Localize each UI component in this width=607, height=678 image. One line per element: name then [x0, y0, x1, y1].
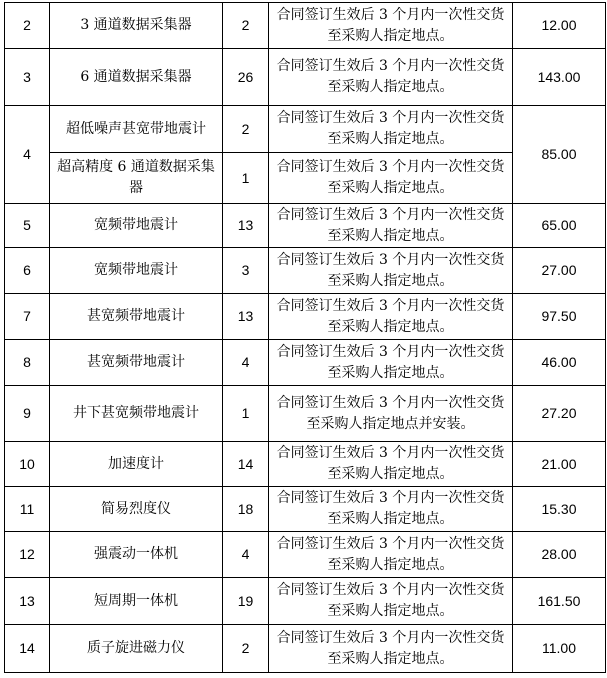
table-row — [5, 248, 606, 294]
item-name: 质子旋进磁力仪 — [50, 625, 223, 673]
item-delivery: 合同签订生效后 3 个月内一次性交货至采购人指定地点。 — [269, 153, 513, 204]
table-row — [5, 49, 606, 106]
item-amount: 46.00 — [513, 340, 606, 386]
item-delivery: 合同签订生效后 3 个月内一次性交货至采购人指定地点。 — [269, 625, 513, 673]
item-amount: 27.00 — [513, 248, 606, 294]
item-quantity: 26 — [223, 49, 269, 106]
item-amount: 11.00 — [513, 625, 606, 673]
item-name: 甚宽频带地震计 — [50, 294, 223, 340]
item-quantity: 4 — [223, 340, 269, 386]
item-quantity: 3 — [223, 248, 269, 294]
item-quantity: 4 — [223, 532, 269, 578]
table-row — [5, 294, 606, 340]
table-row — [5, 3, 606, 49]
item-delivery: 合同签订生效后 3 个月内一次性交货至采购人指定地点。 — [269, 340, 513, 386]
item-delivery: 合同签订生效后 3 个月内一次性交货至采购人指定地点。 — [269, 487, 513, 532]
item-number: 7 — [5, 294, 50, 340]
item-quantity: 13 — [223, 204, 269, 248]
table-row — [5, 625, 606, 673]
item-amount: 97.50 — [513, 294, 606, 340]
item-number: 5 — [5, 204, 50, 248]
item-number: 3 — [5, 49, 50, 106]
table-row — [5, 204, 606, 248]
item-number: 4 — [5, 106, 50, 204]
item-number: 2 — [5, 3, 50, 49]
item-name: 强震动一体机 — [50, 532, 223, 578]
item-number: 9 — [5, 386, 50, 442]
item-quantity: 2 — [223, 625, 269, 673]
item-delivery: 合同签订生效后 3 个月内一次性交货至采购人指定地点。 — [269, 442, 513, 487]
item-amount: 143.00 — [513, 49, 606, 106]
item-number: 14 — [5, 625, 50, 673]
item-delivery: 合同签订生效后 3 个月内一次性交货至采购人指定地点并安装。 — [269, 386, 513, 442]
item-name: 井下甚宽频带地震计 — [50, 386, 223, 442]
item-number: 6 — [5, 248, 50, 294]
item-amount: 12.00 — [513, 3, 606, 49]
item-name: 加速度计 — [50, 442, 223, 487]
item-number: 13 — [5, 578, 50, 625]
item-quantity: 2 — [223, 3, 269, 49]
item-quantity: 18 — [223, 487, 269, 532]
item-quantity: 13 — [223, 294, 269, 340]
table-row — [5, 578, 606, 625]
item-number: 12 — [5, 532, 50, 578]
table-row — [5, 532, 606, 578]
item-delivery: 合同签订生效后 3 个月内一次性交货至采购人指定地点。 — [269, 248, 513, 294]
item-name: 6 通道数据采集器 — [50, 49, 223, 106]
item-name: 超高精度 6 通道数据采集器 — [50, 153, 223, 204]
item-amount: 15.30 — [513, 487, 606, 532]
item-amount: 85.00 — [513, 106, 606, 204]
item-delivery: 合同签订生效后 3 个月内一次性交货至采购人指定地点。 — [269, 106, 513, 153]
table-row — [5, 340, 606, 386]
item-amount: 21.00 — [513, 442, 606, 487]
item-delivery: 合同签订生效后 3 个月内一次性交货至采购人指定地点。 — [269, 49, 513, 106]
item-name: 超低噪声甚宽带地震计 — [50, 106, 223, 153]
item-delivery: 合同签订生效后 3 个月内一次性交货至采购人指定地点。 — [269, 294, 513, 340]
item-delivery: 合同签订生效后 3 个月内一次性交货至采购人指定地点。 — [269, 204, 513, 248]
item-amount: 28.00 — [513, 532, 606, 578]
item-number: 11 — [5, 487, 50, 532]
item-quantity: 1 — [223, 153, 269, 204]
item-name: 甚宽频带地震计 — [50, 340, 223, 386]
item-quantity: 14 — [223, 442, 269, 487]
procurement-table — [4, 2, 606, 673]
item-delivery: 合同签订生效后 3 个月内一次性交货至采购人指定地点。 — [269, 3, 513, 49]
item-amount: 65.00 — [513, 204, 606, 248]
item-quantity: 2 — [223, 106, 269, 153]
table-row — [5, 442, 606, 487]
item-delivery: 合同签订生效后 3 个月内一次性交货至采购人指定地点。 — [269, 578, 513, 625]
item-number: 8 — [5, 340, 50, 386]
table-row — [5, 487, 606, 532]
item-name: 宽频带地震计 — [50, 248, 223, 294]
item-number: 10 — [5, 442, 50, 487]
item-name: 宽频带地震计 — [50, 204, 223, 248]
item-delivery: 合同签订生效后 3 个月内一次性交货至采购人指定地点。 — [269, 532, 513, 578]
table-row — [5, 386, 606, 442]
item-quantity: 1 — [223, 386, 269, 442]
item-amount: 161.50 — [513, 578, 606, 625]
item-quantity: 19 — [223, 578, 269, 625]
item-name: 短周期一体机 — [50, 578, 223, 625]
item-name: 3 通道数据采集器 — [50, 3, 223, 49]
item-name: 简易烈度仪 — [50, 487, 223, 532]
table-row — [5, 106, 606, 153]
item-amount: 27.20 — [513, 386, 606, 442]
